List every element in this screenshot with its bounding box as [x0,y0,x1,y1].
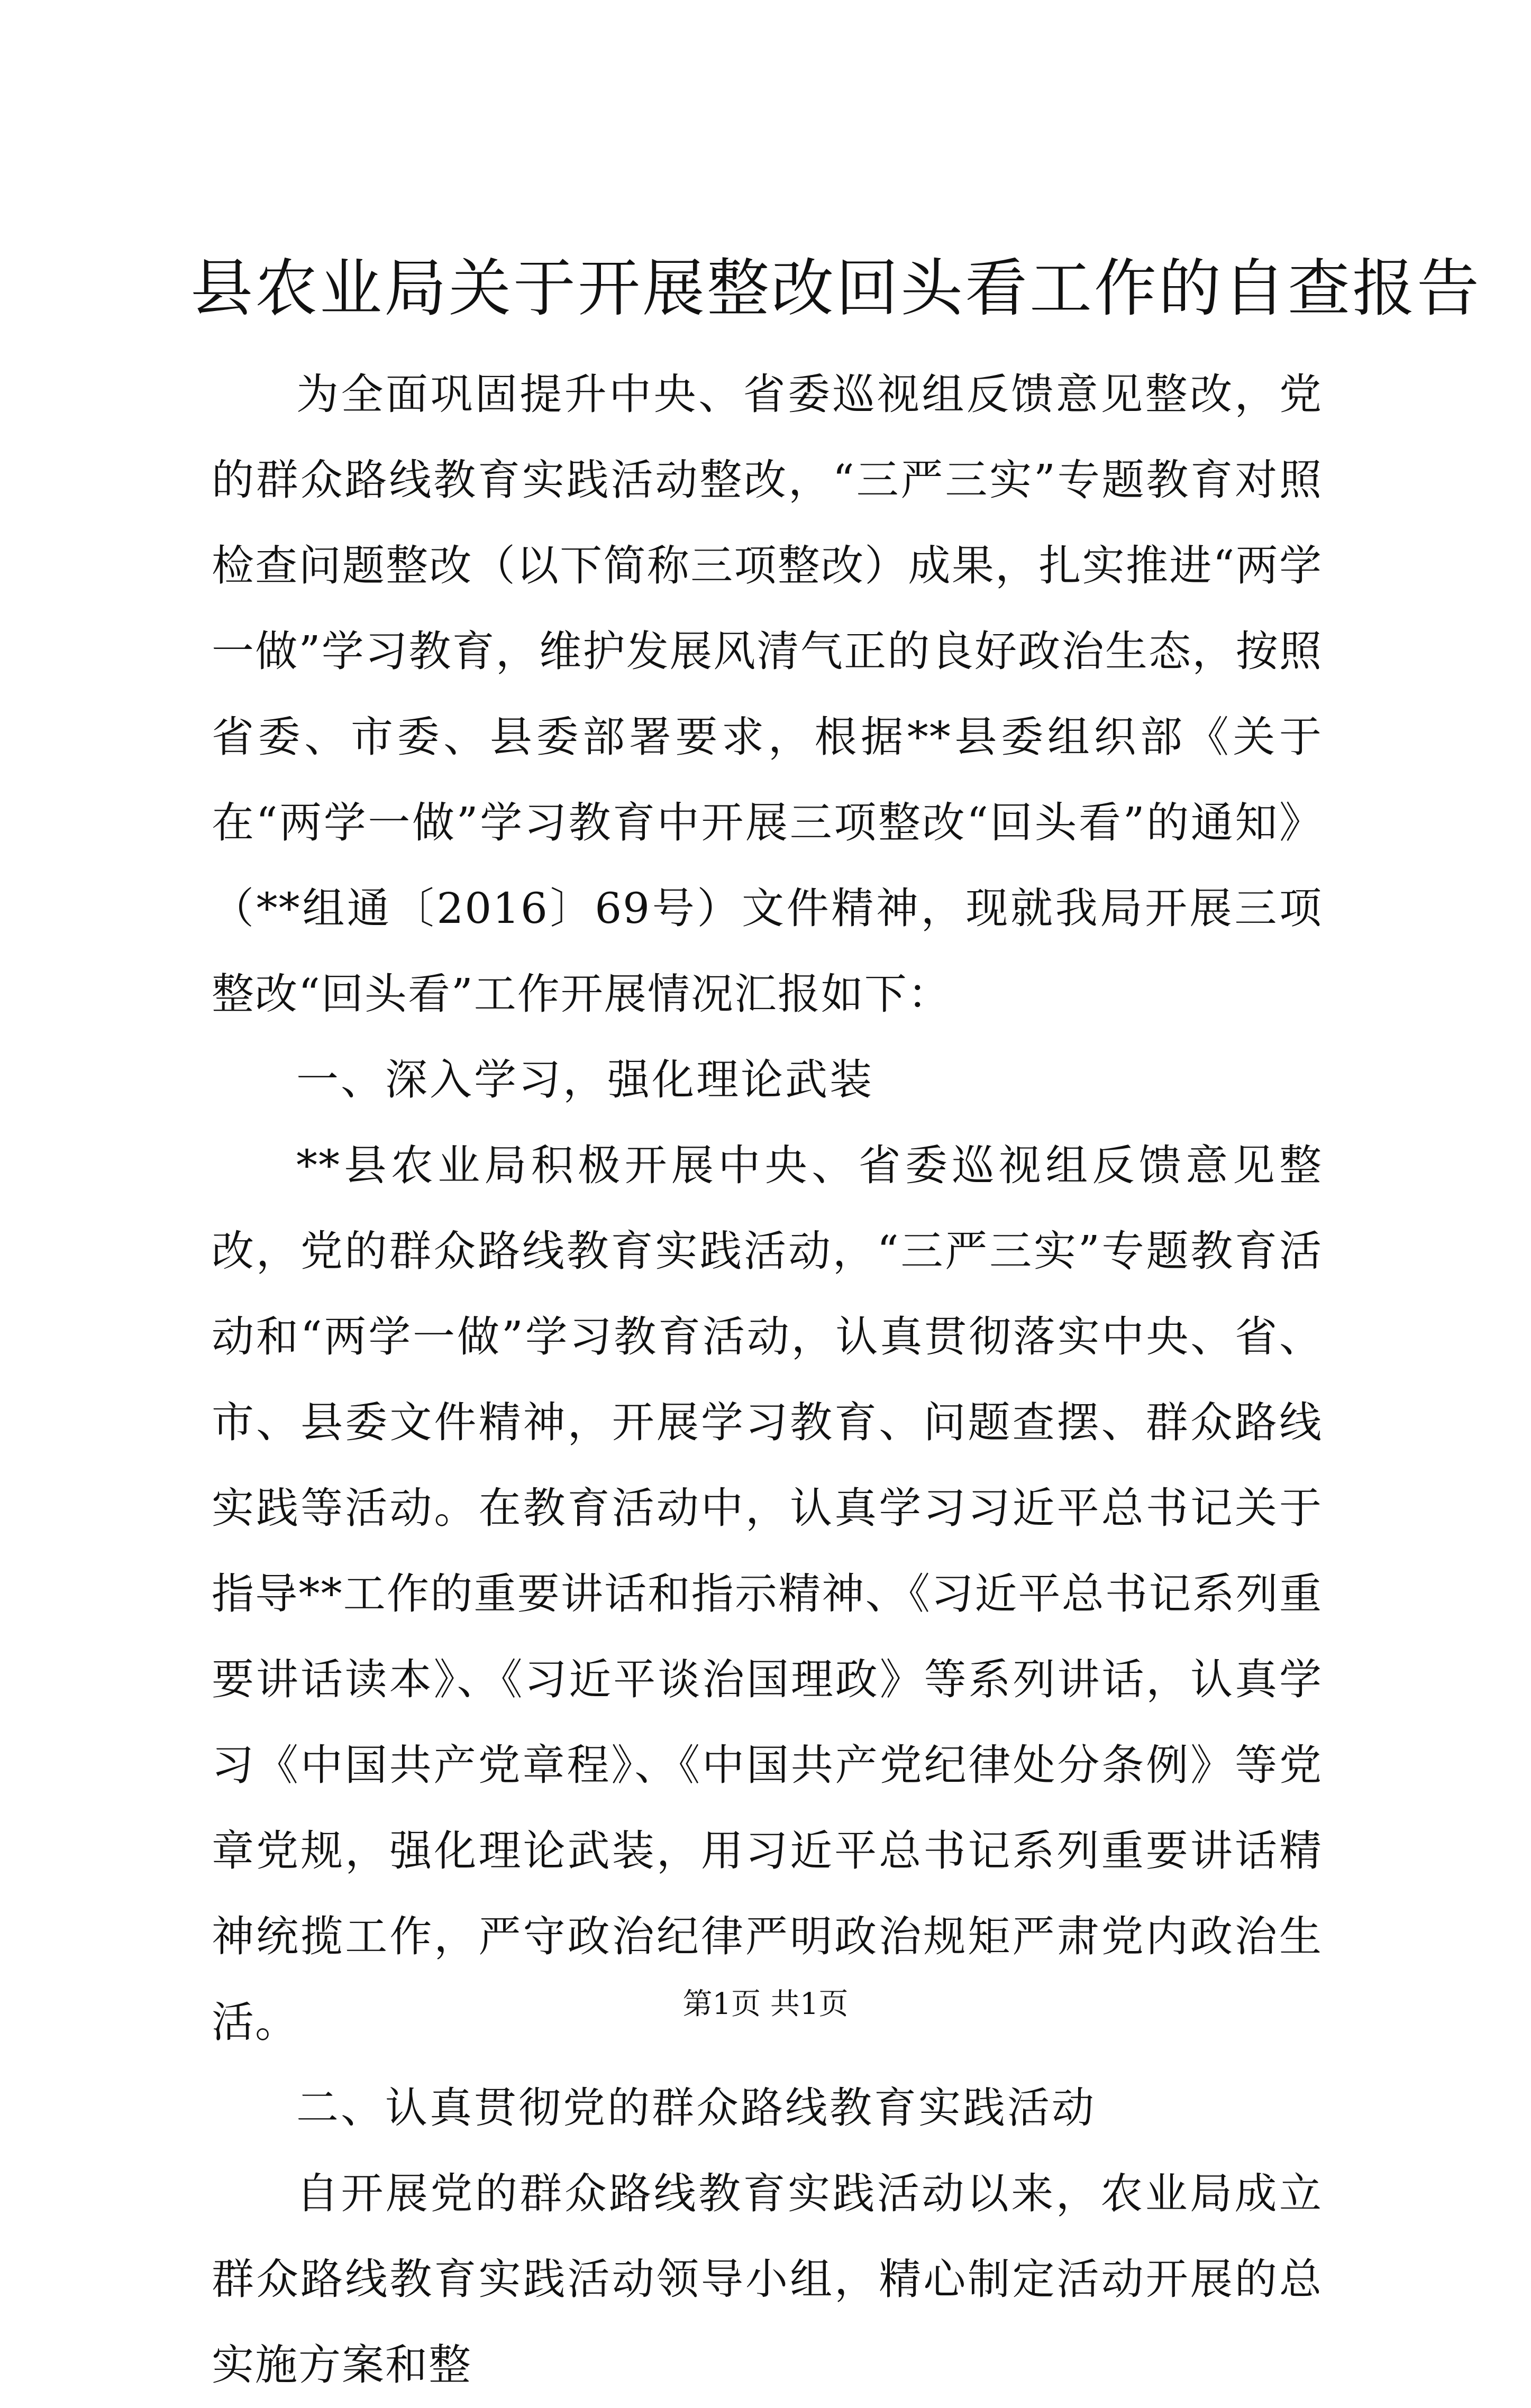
page-number-footer: 第1页 共1页 [682,1987,849,2021]
section-heading-1: 一、深入学习，强化理论武装 [296,1055,874,1104]
document-title: 县农业局关于开展整改回头看工作的自查报告 [190,252,1482,325]
paragraph-section-2: 自开展党的群众路线教育实践活动以来，农业局成立群众路线教育实践活动领导小组，精心制定活动开展的总实施方案和整 [212,2169,1323,2389]
section-heading-2: 二、认真贯彻党的群众路线教育实践活动 [296,2083,1096,2132]
paragraph-section-1: **县农业局积极开展中央、省委巡视组反馈意见整改，党的群众路线教育实践活动，“三严三实”专题教育活动和“两学一做”学习教育活动，认真贯彻落实中央、省、市、县委文件精神，开展学习教育、问题查摆、群众路线实践等活动。在教育活动中，认真学习习近平总书记关于指导**工作的重要讲话和指示精神、《习近平总书记系列重要讲话读本》、《习近平谈治国理政》等系列讲话，认真学习《中国共产党章程》、《中国共产党纪律处分条例》等党章党规，强化理论武装，用习近平总书记系列重要讲话精神统揽工作，严守政治纪律严明政治规矩严肃党内政治生活。 [212,1141,1323,2047]
document-body [212,352,1323,2408]
paragraph-intro: 为全面巩固提升中央、省委巡视组反馈意见整改，党的群众路线教育实践活动整改，“三严三实”专题教育对照检查问题整改（以下简称三项整改）成果，扎实推进“两学一做”学习教育，维护发展风清气正的良好政治生态，按照省委、市委、县委部署要求，根据**县委组织部《关于在“两学一做”学习教育中开展三项整改“回头看”的通知》（**组通〔2016〕69号）文件精神，现就我局开展三项整改“回头看”工作开展情况汇报如下： [212,370,1323,1019]
